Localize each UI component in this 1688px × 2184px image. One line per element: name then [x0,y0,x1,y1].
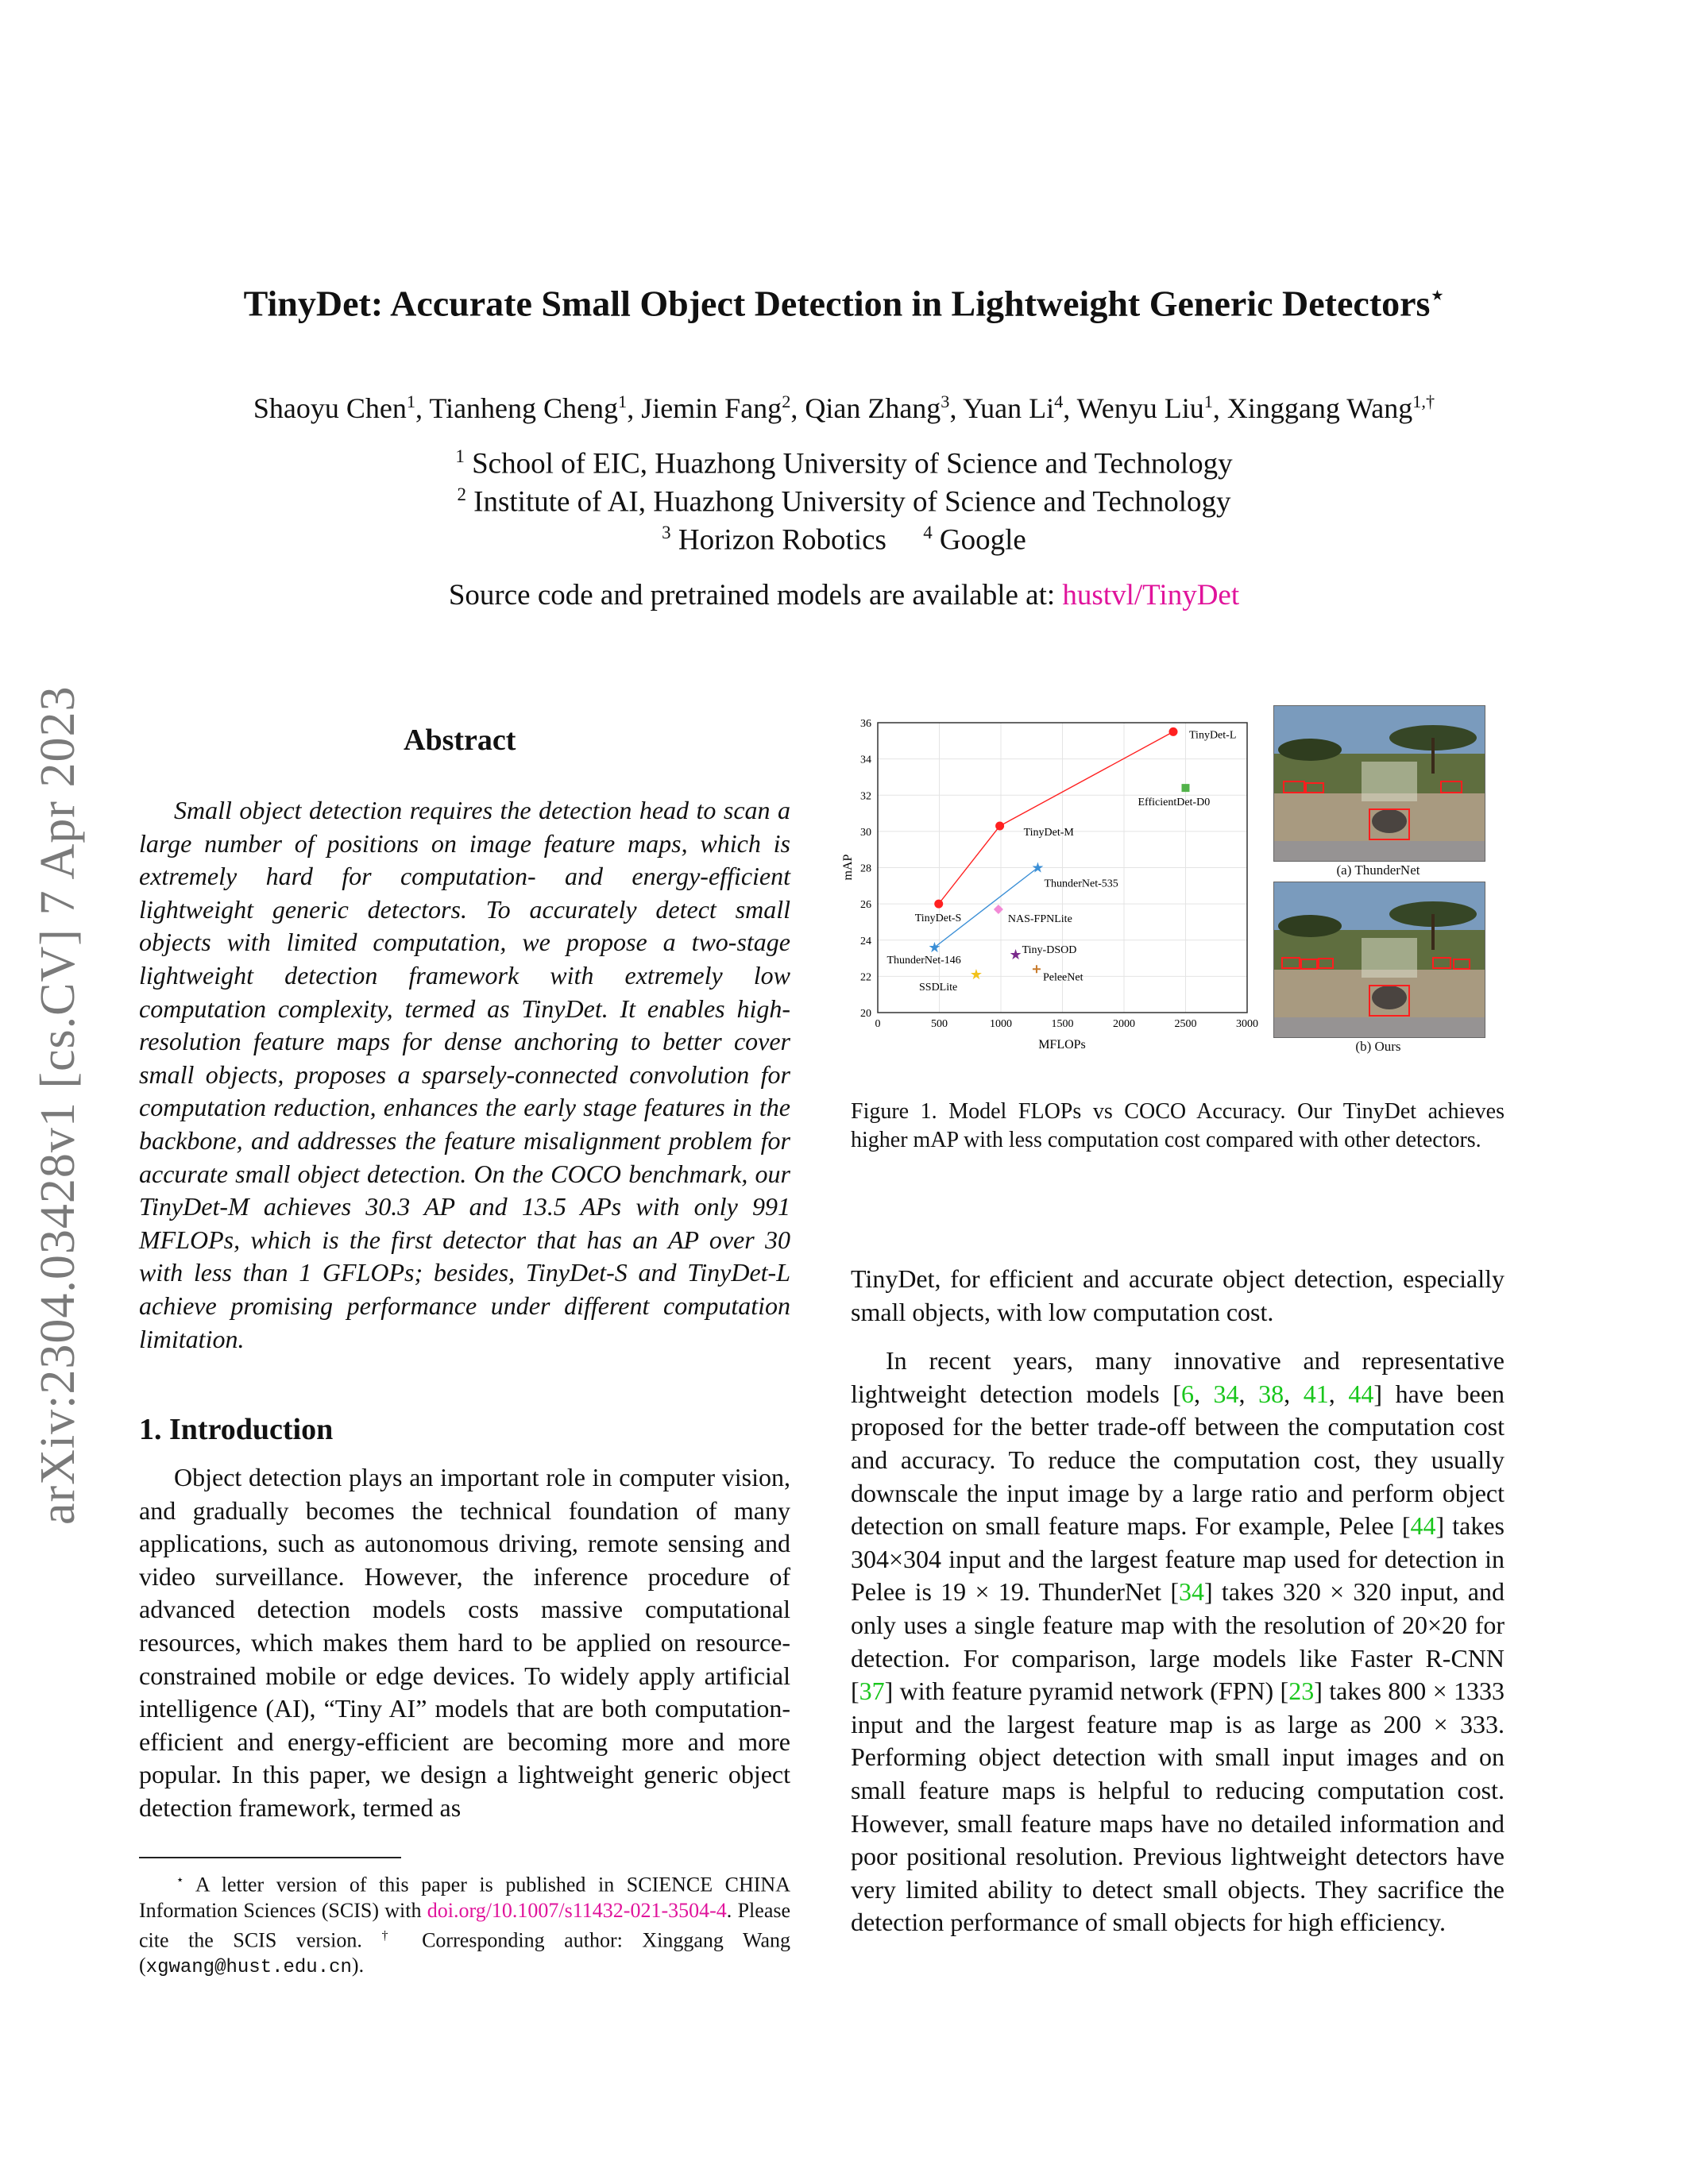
photo-b-label: (b) Ours [1355,1039,1401,1054]
intro-paragraph-1-continued: TinyDet, for efficient and accurate object detection, especially small objects, with low computation cost. [851,1264,1505,1326]
x-axis-label: MFLOPs [1038,1038,1086,1051]
author: Yuan Li [963,392,1055,424]
author-list: Shaoyu Chen$^1$, Tianheng Cheng$^1$, Jiemin Fang$^2$, Qian Zhang$^3$, Yuan Li$^4$, Wenyu Liu$^1$, Xinggang Wang$^{1,\dagger}$ [253,392,1435,424]
photo-thundernet [1273,705,1485,862]
affiliation-2 [0,484,1688,519]
affiliation-sup: 2 [457,484,466,504]
data-point-thundernet-535: ★ [1031,859,1045,877]
footnote-star: ⋆ [176,1873,184,1887]
data-point-ssdlite: ★ [969,967,983,984]
point-label: TinyDet-M [1023,827,1074,839]
photo-thundernet-illustration [1274,706,1485,861]
footnote [139,1868,790,1981]
y-tick-label: 26 [860,899,871,912]
data-point-nas-fpnlite [994,905,1003,914]
citation-link[interactable]: 41 [1303,1379,1329,1408]
author-sup: 1 [618,392,628,411]
x-tick-label: 2000 [1113,1018,1135,1030]
paragraph-text: In recent years, many innovative and representative lightweight detection models [ [851,1346,1505,1408]
citation-link[interactable]: 34 [1178,1577,1204,1607]
author-email: xgwang@hust.edu.cn [145,1957,352,1979]
photo-a-label: (a) ThunderNet [1336,862,1420,878]
intro-paragraph-2: In recent years, many innovative and representative lightweight detection models [6, 34, 38, 41, 44] have been proposed for the better trade-off between the computation cost and accuracy. To reduce the computation cost, they usually downscale the input image by a large ratio and perform object detection on small feature maps. For example, Pelee [44] takes 304×304 input and the largest feature map used for detection in Pelee is 19 × 19. ThunderNet [34] takes 320 × 320 input, and only uses a single feature map with the resolution of 20×20 for detection. For comparison, large models like Faster R-CNN [37] with feature pyramid network (FPN) [23] takes 800 × 1333 input and the largest feature map is as large as 200 × 333. Performing object detection with small input images and on small feature maps is helpful to reducing computation cost. However, small feature maps have no detailed information and poor positional resolution. Previous lightweight detectors have very limited ability to detect small objects. They sacrifice the detection performance of small objects for high efficiency. [851,1346,1505,1937]
data-point-tinydet-m [995,822,1004,831]
abstract-body [139,794,790,1356]
data-point-tinydet-s [934,900,943,909]
paper-title [0,282,1688,324]
footnote-text: Corresponding author: Xinggang Wang ( [139,1928,790,1978]
figure-1-chart [834,711,1275,1060]
x-tick-label: 2500 [1174,1018,1197,1030]
author: Wenyu Liu [1076,392,1204,424]
source-text: Source code and pretrained models are available at: [448,579,1056,612]
point-label: NAS-FPNLite [1007,913,1072,925]
author: Xinggang Wang [1226,392,1413,424]
citation-link[interactable]: 34 [1213,1379,1239,1408]
source-link[interactable]: hustvl/TinyDet [1062,579,1240,612]
title-text: TinyDet: Accurate Small Object Detection in Lightweight Generic Detectors [243,283,1431,324]
abstract-heading: Abstract [404,723,516,757]
x-tick-label: 0 [875,1018,881,1030]
intro-right-column [851,1263,1505,1939]
point-label: SSDLite [919,982,958,994]
x-tick-label: 1000 [990,1018,1012,1030]
affiliation-text: Horizon Robotics [678,523,886,557]
citation-link[interactable]: 37 [859,1677,885,1706]
paragraph-text: ] takes 320 × 320 input, and only uses a single feature map with the resolution of 20×20 for detection. For comparison, large models like Faster R-CNN [ [851,1577,1505,1706]
citation-link[interactable]: 44 [1410,1511,1436,1541]
y-tick-label: 34 [860,754,871,766]
author: Shaoyu Chen [253,392,407,424]
intro-left-column [139,1461,790,1825]
author-sup: 3 [941,392,950,411]
citation-link[interactable]: 6 [1180,1379,1194,1408]
footnote-text: . Please cite the SCIS version. [139,1898,791,1952]
data-point-thundernet-146: ★ [928,939,941,956]
author-sup: 4 [1054,392,1064,411]
author-sup: 1 [406,392,415,411]
paragraph-text: ] takes 304×304 input and the largest feature map used for detection in Pelee is 19 × 19. ThunderNet [ [851,1511,1505,1607]
author-sup: 2 [782,392,791,411]
point-label: EfficientDet-D0 [1138,797,1211,809]
series-line-thundernet [934,868,1037,947]
citation-link[interactable]: 23 [1288,1677,1315,1706]
y-tick-label: 22 [860,971,871,984]
title-star-mark: ⋆ [1430,284,1445,308]
point-label: TinyDet-L [1189,729,1237,742]
point-label: PeleeNet [1042,971,1083,984]
paragraph-text: ] takes 800 × 1333 input and the largest feature map is as large as 200 × 333. Performing object detection with small input images and on small feature maps is helpful to reducing computation cost. However, small feature maps have no detailed information and poor positional resolution. Previous lightweight detectors have very limited ability to detect small objects. They sacrifice the detection performance of small objects for high efficiency. [851,1677,1505,1937]
citation-link[interactable]: 38 [1258,1379,1284,1408]
figure-caption: Figure 1. Model FLOPs vs COCO Accuracy. Our TinyDet achieves higher mAP with less computation cost compared with other detectors. [851,1099,1505,1152]
affiliation-text: Google [939,523,1026,557]
author: Tianheng Cheng [429,392,619,424]
data-point-tinydet-l [1169,727,1178,736]
source-code-line [0,578,1688,612]
footnote-rule [139,1857,401,1858]
point-label: TinyDet-S [914,913,962,925]
intro-paragraph-1: Object detection plays an important role in computer vision, and gradually becomes the technical foundation of many applications, such as autonomous driving, remote sensing and video surveillance. However, the inference procedure of advanced detection models costs massive computational resources, which makes them hard to be applied on resource-constrained mobile or edge devices. To widely apply artificial intelligence (AI), “Tiny AI” models that are both computation-efficient and energy-efficient are becoming more and more popular. In this paper, we design a lightweight generic object detection framework, termed as [139,1463,790,1822]
author-sup: 1 [1203,392,1213,411]
affiliation-text: Institute of AI, Huazhong University of Science and Technology [473,485,1231,519]
doi-link[interactable]: doi.org/10.1007/s11432-021-3504-4 [427,1898,727,1922]
y-tick-label: 20 [860,1008,871,1020]
photo-ours [1273,882,1485,1038]
point-label: ThunderNet-146 [886,954,961,967]
y-axis-label: mAP [841,854,855,881]
citation-link[interactable]: 44 [1348,1379,1374,1408]
data-point-tiny-dsod: ★ [1009,947,1022,963]
author-sup: 1,† [1412,392,1435,411]
affiliation-3-4 [0,523,1688,557]
footnote-text: ). [351,1954,365,1978]
footnote-text: A letter version of this paper is published in SCIENCE CHINA Information Sciences (SCIS) with [139,1873,790,1922]
affiliation-text: School of EIC, Huazhong University of Science and Technology [472,447,1233,480]
x-tick-label: 500 [931,1018,948,1030]
y-tick-label: 30 [860,826,871,839]
y-tick-label: 36 [860,718,871,730]
intro-heading: 1. Introduction [139,1413,334,1446]
author: Jiemin Fang [641,392,782,424]
paragraph-text: ] have been proposed for the better trade-off between the computation cost and accuracy. To reduce the computation cost, they usually downscale the input image by a large ratio and perform object detection on small feature maps. For example, Pelee [ [851,1379,1505,1541]
data-point-efficientdet-d0 [1182,784,1190,792]
chart-grid [878,723,1247,1013]
arxiv-stamp: arXiv:2304.03428v1 [cs.CV] 7 Apr 2023 [31,685,85,1525]
y-tick-label: 28 [860,862,871,875]
paragraph-text: ] with feature pyramid network (FPN) [ [884,1677,1289,1706]
affiliation-sup: 1 [455,446,465,466]
abstract-text: Small object detection requires the detection head to scan a large number of positions on image feature maps, which is extremely hard for computation- and energy-efficient lightweight generic detectors. To accurately detect small objects with limited computation, we propose a two-stage lightweight detection framework with extremely low computation complexity, termed as TinyDet. It enables high-resolution feature maps for dense anchoring to better cover small objects, proposes a sparsely-connected convolution for computation reduction, enhances the early stage features in the backbone, and addresses the feature misalignment problem for accurate small object detection. On the COCO benchmark, our TinyDet-M achieves 30.3 AP and 13.5 APs with only 991 MFLOPs, which is the first detector that has an AP over 30 with less than 1 GFLOPs; besides, TinyDet-S and TinyDet-L achieve promising performance under different computation limitation. [139,796,790,1353]
author: Qian Zhang [805,392,941,424]
data-point-peleenet [1033,965,1041,973]
x-tick-label: 3000 [1236,1018,1258,1030]
footnote-dagger: † [381,1928,403,1943]
y-tick-label: 32 [860,790,871,803]
point-label: Tiny-DSOD [1022,944,1077,956]
x-tick-label: 1500 [1051,1018,1074,1030]
photo-ours-illustration [1274,882,1485,1037]
affiliation-sup: 4 [923,523,933,542]
affiliation-sup: 3 [662,523,671,542]
point-label: ThunderNet-535 [1044,878,1118,890]
affiliation-1 [0,446,1688,480]
y-tick-label: 24 [860,935,871,947]
